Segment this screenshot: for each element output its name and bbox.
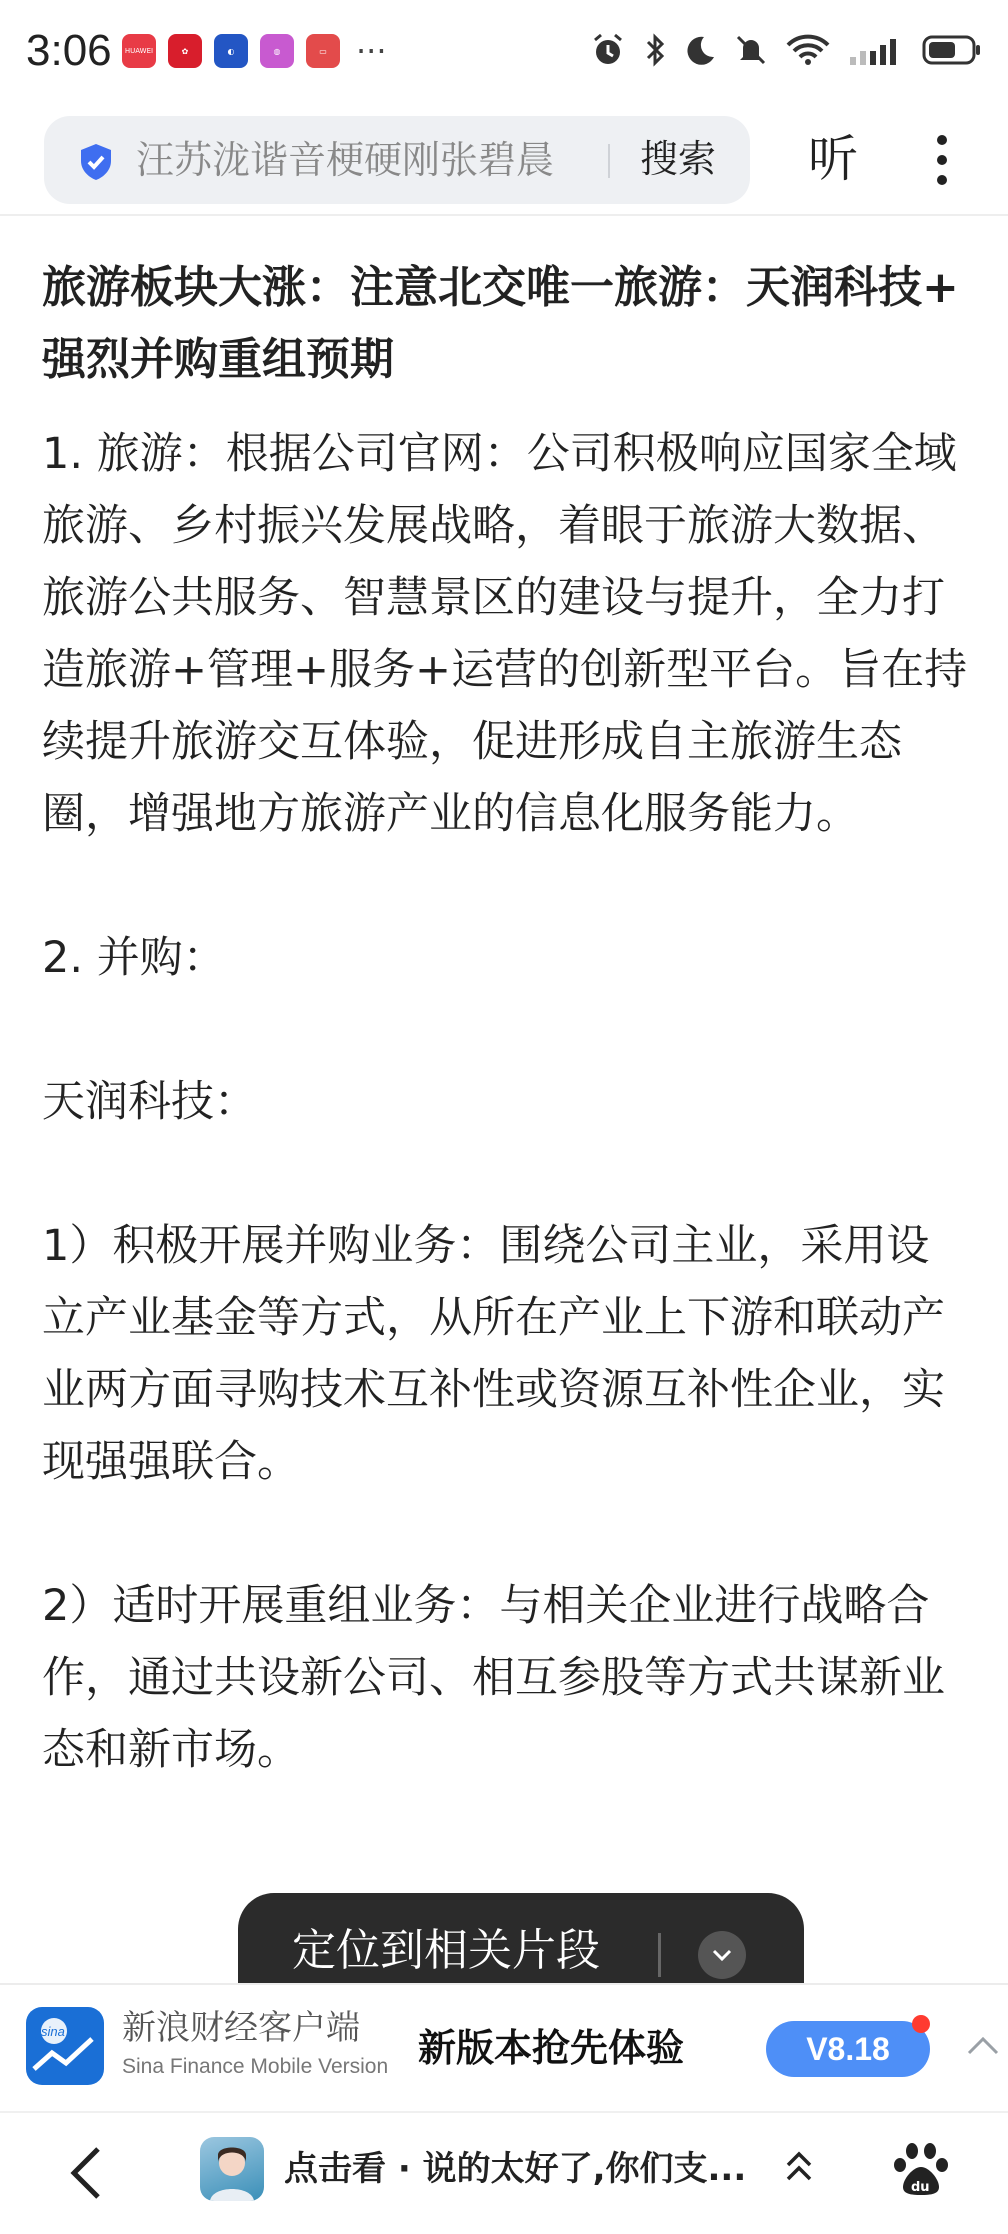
- search-button[interactable]: 搜索: [640, 137, 717, 181]
- bluetooth-icon: [644, 32, 666, 68]
- paragraph-mergers-item-1: 1）积极开展并购业务：围绕公司主业，采用设立产业基金等方式，从所在产业上下游和联动产业两方面寻购技术互补性或资源互补性企业，实现强强联合。: [42, 1221, 945, 1487]
- more-menu-icon[interactable]: [930, 132, 954, 188]
- more-notifications-icon: ···: [356, 32, 387, 70]
- wallet-app-icon: ◍: [260, 34, 294, 68]
- search-divider: [608, 144, 610, 178]
- app-download-banner[interactable]: [0, 1983, 1008, 2113]
- chevron-down-icon[interactable]: [698, 1931, 746, 1979]
- avatar[interactable]: [200, 2137, 264, 2201]
- status-time: 3:06: [26, 26, 112, 75]
- locate-snippet-label: 定位到相关片段: [292, 1925, 600, 1976]
- notification-app-icons: [122, 34, 387, 68]
- paragraph-mergers-heading: 2. 并购：: [42, 933, 226, 983]
- moon-icon: [684, 34, 716, 66]
- sina-finance-logo-icon: [26, 2007, 104, 2085]
- banner-app-name: 新浪财经客户端: [122, 2008, 360, 2048]
- search-bar[interactable]: [44, 116, 750, 204]
- huawei-appgallery-icon: HUAWEI: [122, 34, 156, 68]
- comment-preview[interactable]: 点击看 · 说的太好了,你们支...: [284, 2149, 747, 2189]
- chevron-up-icon[interactable]: [966, 2035, 1000, 2057]
- wifi-icon: [786, 33, 830, 67]
- double-chevron-up-icon[interactable]: [784, 2149, 814, 2185]
- baidu-paw-icon[interactable]: [892, 2139, 952, 2199]
- locate-divider: [658, 1933, 661, 1977]
- colorful-app-icon: ◐: [214, 34, 248, 68]
- alarm-icon: [590, 32, 626, 68]
- chat-app-icon: ▭: [306, 34, 340, 68]
- article-body: [42, 418, 968, 1786]
- notification-dot: [912, 2015, 930, 2033]
- banner-cta[interactable]: 新版本抢先体验: [418, 2026, 685, 2070]
- mute-icon: [734, 33, 768, 67]
- status-bar: [0, 0, 1008, 108]
- banner-app-name-en: Sina Finance Mobile Version: [122, 2055, 389, 2078]
- listen-button[interactable]: 听: [808, 130, 858, 188]
- paragraph-restructure-item-2: 2）适时开展重组业务：与相关企业进行战略合作，通过共设新公司、相互参股等方式共谋新业态和新市场。: [42, 1581, 945, 1775]
- signal-icon: [848, 35, 904, 65]
- svg-text:sina: sina: [41, 2024, 65, 2039]
- article-title: 旅游板块大涨：注意北交唯一旅游：天润科技+ 强烈并购重组预期: [42, 262, 959, 385]
- status-icons: [590, 32, 982, 68]
- header-divider: [0, 214, 1008, 216]
- search-input[interactable]: 汪苏泷谐音梗硬刚张碧晨: [136, 138, 555, 182]
- paragraph-company-name: 天润科技：: [42, 1077, 257, 1127]
- paragraph-tourism: 1. 旅游：根据公司官网：公司积极响应国家全域旅游、乡村振兴发展战略，着眼于旅游大数据、旅游公共服务、智慧景区的建设与提升，全力打造旅游+管理+服务+运营的创新型平台。旨在持续提升旅游交互体验，促进形成自主旅游生态圈，增强地方旅游产业的信息化服务能力。: [42, 429, 968, 839]
- bottom-nav: [0, 2111, 1008, 2234]
- battery-icon: [922, 34, 982, 66]
- back-arrow-icon[interactable]: [64, 2145, 108, 2201]
- gift-app-icon: ✿: [168, 34, 202, 68]
- shield-check-icon: [76, 142, 116, 182]
- svg-text:du: du: [911, 2180, 930, 2195]
- article: [42, 252, 968, 1786]
- version-badge[interactable]: V8.18: [766, 2021, 930, 2077]
